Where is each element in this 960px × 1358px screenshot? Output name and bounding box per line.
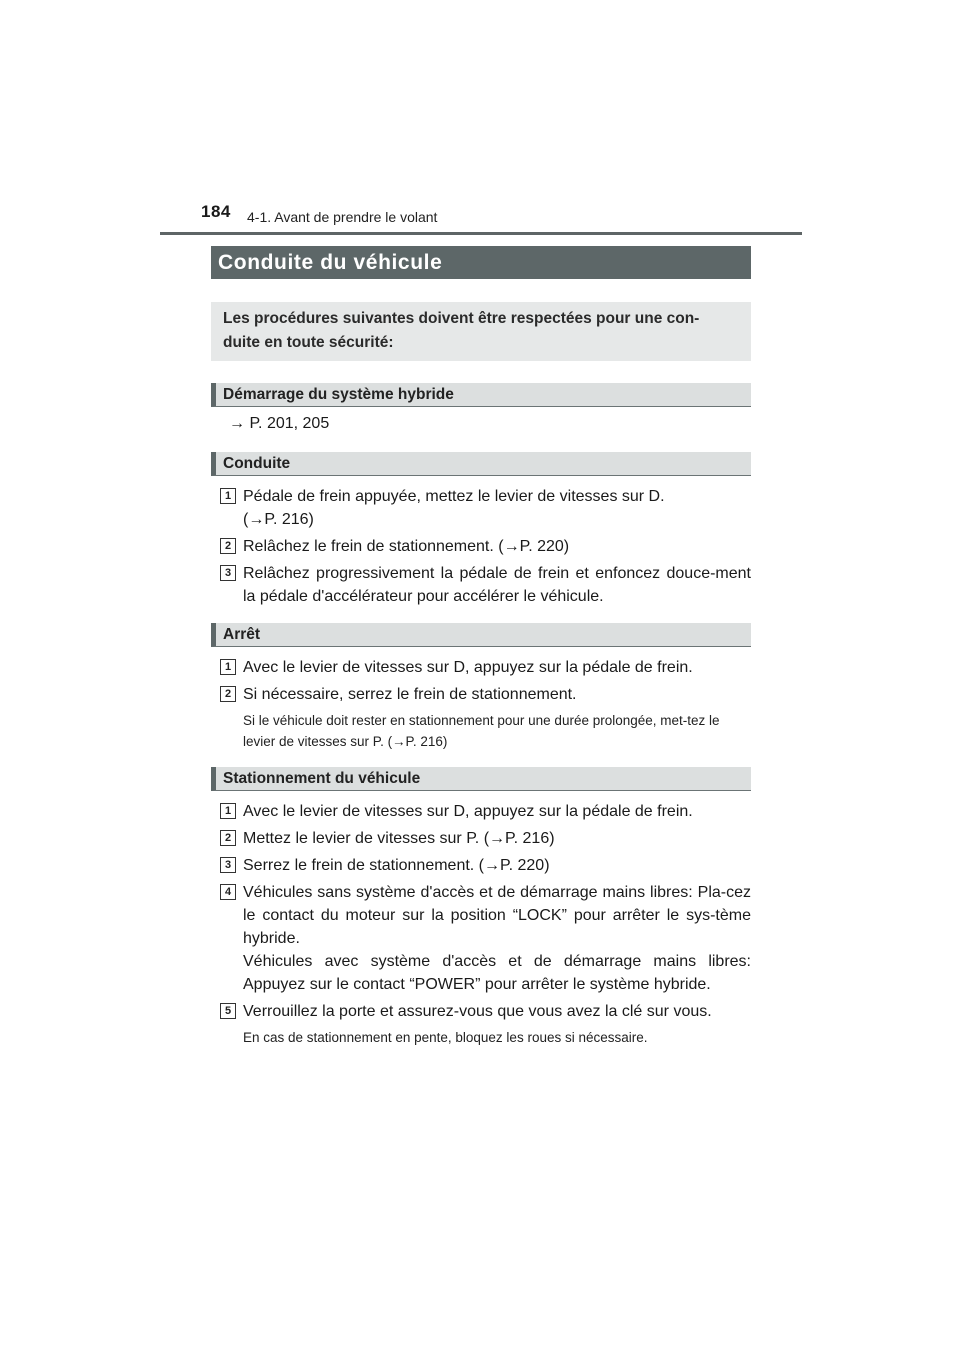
step-text: Mettez le levier de vitesses sur P. (→P. 216) bbox=[243, 830, 555, 847]
step-item bbox=[211, 562, 751, 608]
page-reference: → P. 201, 205 bbox=[229, 415, 330, 432]
intro-box bbox=[211, 302, 751, 361]
step-text: Relâchez le frein de stationnement. (→P. 220) bbox=[243, 538, 570, 555]
conduite-steps bbox=[211, 485, 751, 608]
chapter-title: 4-1. Avant de prendre le volant bbox=[247, 209, 438, 225]
page-content bbox=[211, 246, 751, 1048]
step-text: Avec le levier de vitesses sur D, appuyez sur la pédale de frein. bbox=[243, 659, 693, 676]
step-item bbox=[211, 854, 751, 877]
step-number-badge: 5 bbox=[220, 1003, 236, 1019]
step-item bbox=[211, 535, 751, 558]
step-item bbox=[211, 800, 751, 823]
step-text: Avec le levier de vitesses sur D, appuyez sur la pédale de frein. bbox=[243, 803, 693, 820]
step-number-badge: 1 bbox=[220, 659, 236, 675]
step-number-badge: 4 bbox=[220, 884, 236, 900]
step-text-continued: (→P. 216) bbox=[243, 511, 314, 528]
intro-text-line-2: duite en toute sécurité: bbox=[223, 334, 394, 351]
note-text: En cas de stationnement en pente, bloquez les roues si nécessaire. bbox=[243, 1030, 648, 1045]
step-number-badge: 2 bbox=[220, 686, 236, 702]
step-text-continued: Véhicules avec système d'accès et de démarrage mains libres: Appuyez sur le contact “POWER” pour arrêter le système hybride. bbox=[243, 953, 751, 993]
arret-steps bbox=[211, 656, 751, 752]
step-item bbox=[211, 485, 751, 531]
step-item bbox=[211, 1000, 751, 1023]
intro-text-line-1: Les procédures suivantes doivent être respectées pour une con- bbox=[223, 310, 700, 327]
step-text: Relâchez progressivement la pédale de frein et enfoncez douce-ment la pédale d'accélérateur pour accélérer le véhicule. bbox=[243, 565, 751, 605]
step-item bbox=[211, 683, 751, 706]
page-number: 184 bbox=[201, 202, 231, 221]
step-text: Pédale de frein appuyée, mettez le levier de vitesses sur D. bbox=[243, 488, 665, 505]
note-text: Si le véhicule doit rester en stationnement pour une durée prolongée, met-tez le levier de vitesses sur P. (→P. 216) bbox=[243, 713, 720, 749]
page-header bbox=[0, 0, 960, 240]
header-divider bbox=[160, 232, 802, 235]
step-text: Si nécessaire, serrez le frein de stationnement. bbox=[243, 686, 577, 703]
step-text: Verrouillez la porte et assurez-vous que vous avez la clé sur vous. bbox=[243, 1003, 712, 1020]
step-number-badge: 1 bbox=[220, 803, 236, 819]
step-number-badge: 3 bbox=[220, 565, 236, 581]
subsection-arret: Arrêt bbox=[211, 623, 751, 647]
step-text: Véhicules sans système d'accès et de démarrage mains libres: Pla-cez le contact du moteur sur la position “LOCK” pour arrêter le sys-tème hybride. bbox=[243, 884, 751, 947]
step-text: Serrez le frein de stationnement. (→P. 220) bbox=[243, 857, 550, 874]
step-item bbox=[211, 881, 751, 996]
subsection-demarrage: Démarrage du système hybride bbox=[211, 383, 751, 407]
step-item bbox=[211, 827, 751, 850]
subsection-stationnement: Stationnement du véhicule bbox=[211, 767, 751, 791]
subsection-conduite: Conduite bbox=[211, 452, 751, 476]
step-number-badge: 1 bbox=[220, 488, 236, 504]
step-item bbox=[211, 656, 751, 679]
step-number-badge: 2 bbox=[220, 538, 236, 554]
step-number-badge: 3 bbox=[220, 857, 236, 873]
step-number-badge: 2 bbox=[220, 830, 236, 846]
section-title: Conduite du véhicule bbox=[211, 246, 751, 279]
stationnement-steps bbox=[211, 800, 751, 1048]
